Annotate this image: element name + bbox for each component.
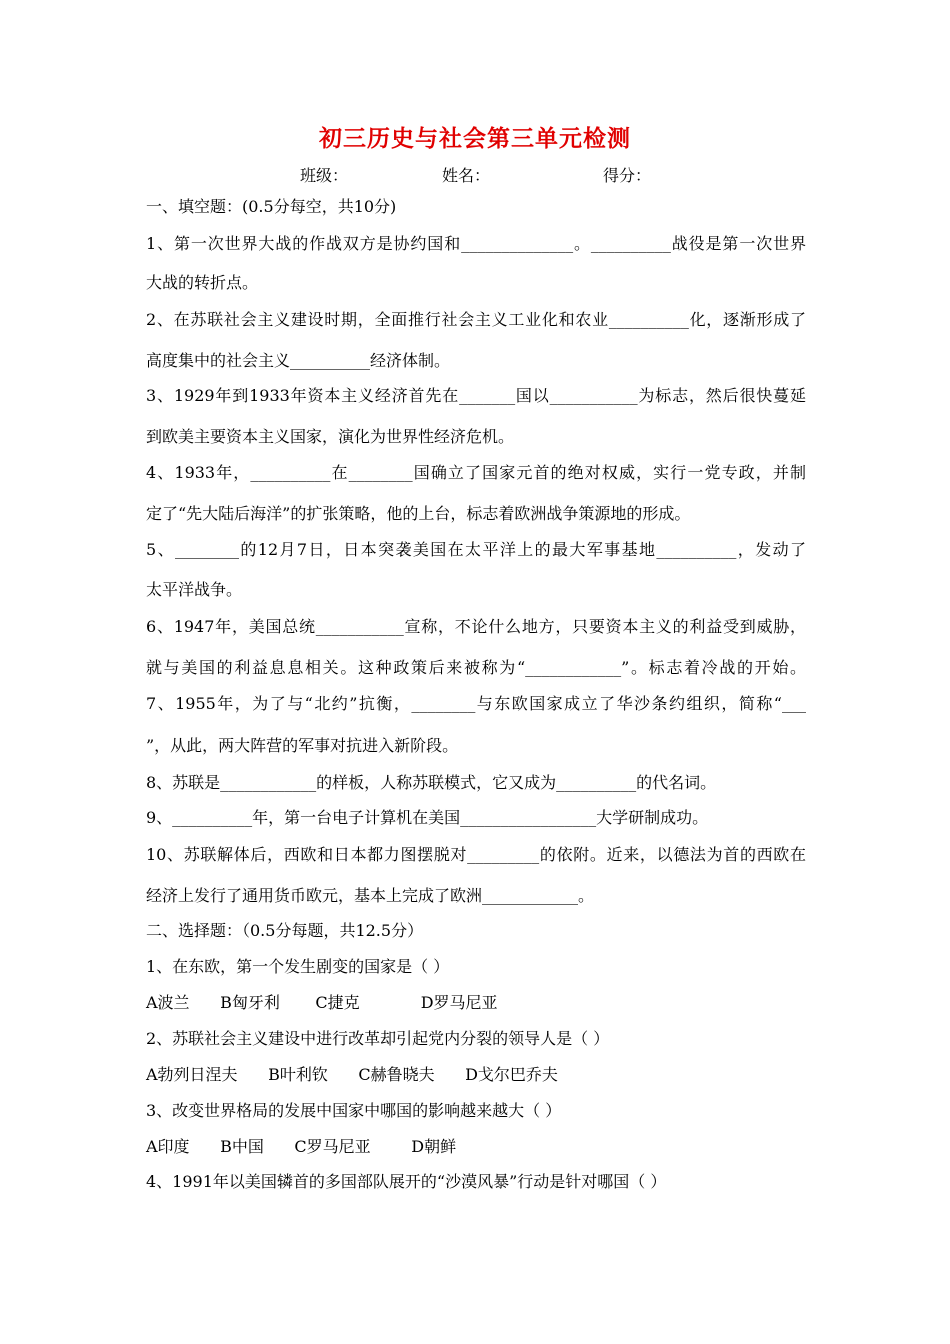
question-text-line: 1、在东欧，第一个发生剧变的国家是（ ） <box>146 957 450 976</box>
question-text-line: 4、1991年以美国辚首的多国部队展开的“沙漠风暴”行动是针对哪国（ ） <box>146 1172 667 1191</box>
question-text-line: 定了“先大陆后海洋”的扩张策略，他的上台，标志着欧洲战争策源地的形成。 <box>146 504 691 523</box>
question-text-line: 太平洋战争。 <box>146 580 243 599</box>
class-label: 班级： <box>300 166 349 185</box>
score-label: 得分： <box>603 166 652 185</box>
question-text-line: 6、1947年，美国总统___________宣称，不论什么地方，只要资本主义的利益受到威胁， <box>146 617 806 636</box>
question-text-line: 到欧美主要资本主义国家，演化为世界性经济危机。 <box>146 427 515 446</box>
question-text-line: 1、第一次世界大战的作战双方是协约国和______________。__________战役是第一次世界 <box>146 234 806 253</box>
choice-options: A波兰 B匈牙利 C捷克 D罗马尼亚 <box>146 993 498 1012</box>
question-text-line: 2、在苏联社会主义建设时期，全面推行社会主义工业化和农业__________化，逐渐形成了 <box>146 310 806 329</box>
question-text-line: 高度集中的社会主义__________经济体制。 <box>146 351 451 370</box>
question-text-line: 大战的转折点。 <box>146 273 259 292</box>
question-text-line: ”，从此，两大阵营的军事对抗进入新阶段。 <box>146 736 459 755</box>
name-label: 姓名： <box>442 166 491 185</box>
question-text-line: 经济上发行了通用货币欧元，基本上完成了欧洲____________。 <box>146 886 595 905</box>
question-text-line: 9、__________年，第一台电子计算机在美国_________________大学研制成功。 <box>146 808 709 827</box>
page-title: 初三历史与社会第三单元检测 <box>319 125 631 152</box>
question-text-line: 7、1955年，为了与“北约”抗衡，________与东欧国家成立了华沙条约组织，简称“___ <box>146 694 806 713</box>
section-2-heading: 二、选择题：（0.5分每题，共12.5分） <box>146 921 424 940</box>
question-text-line: 10、苏联解体后，西欧和日本都力图摆脱对_________的依附。近来，以德法为首的西欧在 <box>146 845 806 864</box>
question-text-line: 3、1929年到1933年资本主义经济首先在_______国以___________为标志，然后很快蔓延 <box>146 386 806 405</box>
question-text-line: 8、苏联是____________的样板，人称苏联模式，它又成为__________的代名词。 <box>146 773 717 792</box>
question-text-line: 2、苏联社会主义建设中进行改革却引起党内分裂的领导人是（ ） <box>146 1029 610 1048</box>
question-text-line: 4、1933年，__________在________国确立了国家元首的绝对权威，实行一党专政，并制 <box>146 463 806 482</box>
question-text-line: 就与美国的利益息息相关。这种政策后来被称为“____________”。标志着冷战的开始。 <box>146 658 806 677</box>
question-text-line: 3、改变世界格局的发展中国家中哪国的影响越来越大（ ） <box>146 1101 562 1120</box>
choice-options: A印度 B中国 C罗马尼亚 D朝鲜 <box>146 1137 457 1156</box>
section-1-heading: 一、填空题：(0.5分每空，共10分) <box>146 197 397 216</box>
question-text-line: 5、________的12月7日，日本突袭美国在太平洋上的最大军事基地__________，发动了 <box>146 540 806 559</box>
choice-options: A勃列日涅夫 B叶利钦 C赫鲁晓夫 D戈尔巴乔夫 <box>146 1065 558 1084</box>
